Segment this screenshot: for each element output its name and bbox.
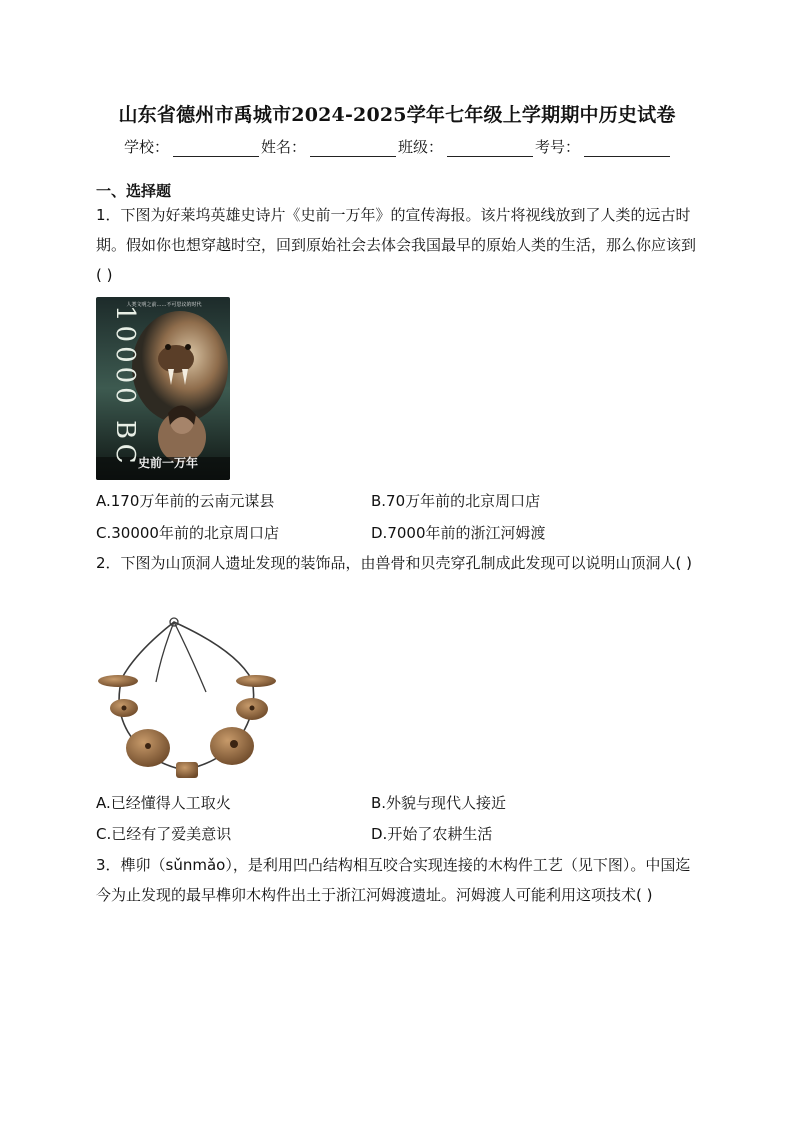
q1-option-a: A.170万年前的云南元谋县 <box>96 492 275 510</box>
school-label: 学校： <box>124 138 170 156</box>
class-label: 班级： <box>398 138 444 156</box>
question-1-text: 1．下图为好莱坞英雄史诗片《史前一万年》的宣传海报。该片将视线放到了人类的远古时期。假如你也想穿越时空，回到原始社会去体会我国最早的原始人类的生活，那么你应该到( ) <box>96 206 697 284</box>
poster-side-title: 10000 BC <box>110 305 140 468</box>
section-heading: 一、选择题 <box>96 182 172 200</box>
name-blank <box>310 140 396 157</box>
q2-option-a: A.已经懂得人工取火 <box>96 794 231 812</box>
class-blank <box>447 140 533 157</box>
number-blank <box>584 140 670 157</box>
question-2-text: 2．下图为山顶洞人遗址发现的装饰品，由兽骨和贝壳穿孔制成此发现可以说明山顶洞人( ) <box>96 554 693 572</box>
poster-main-title: 史前一万年 <box>138 456 199 470</box>
number-label: 考号： <box>535 138 581 156</box>
necklace-ornament-image <box>96 612 280 784</box>
q1-option-c: C.30000年前的北京周口店 <box>96 524 279 542</box>
school-blank <box>173 140 259 157</box>
q2-option-c: C.已经有了爱美意识 <box>96 825 232 843</box>
name-label: 姓名： <box>261 138 307 156</box>
q1-option-b: B.70万年前的北京周口店 <box>371 492 541 510</box>
poster-tagline: 人类文明之前……不可思议的时代 <box>126 302 202 308</box>
q2-option-b: B.外貌与现代人接近 <box>371 794 507 812</box>
question-3-text: 3．榫卯（sǔnmǎo），是利用凹凸结构相互咬合实现连接的木构件工艺（见下图）。中国迄今为止发现的最早榫卯木构件出土于浙江河姆渡遗址。河姆渡人可能利用这项技术( ) <box>96 856 691 904</box>
student-info-row <box>124 136 672 157</box>
q1-option-d: D.7000年前的浙江河姆渡 <box>371 524 546 542</box>
q2-option-d: D.开始了农耕生活 <box>371 825 493 843</box>
movie-poster-image <box>96 297 230 480</box>
exam-title: 山东省德州市禹城市2024-2025学年七年级上学期期中历史试卷 <box>118 104 676 126</box>
